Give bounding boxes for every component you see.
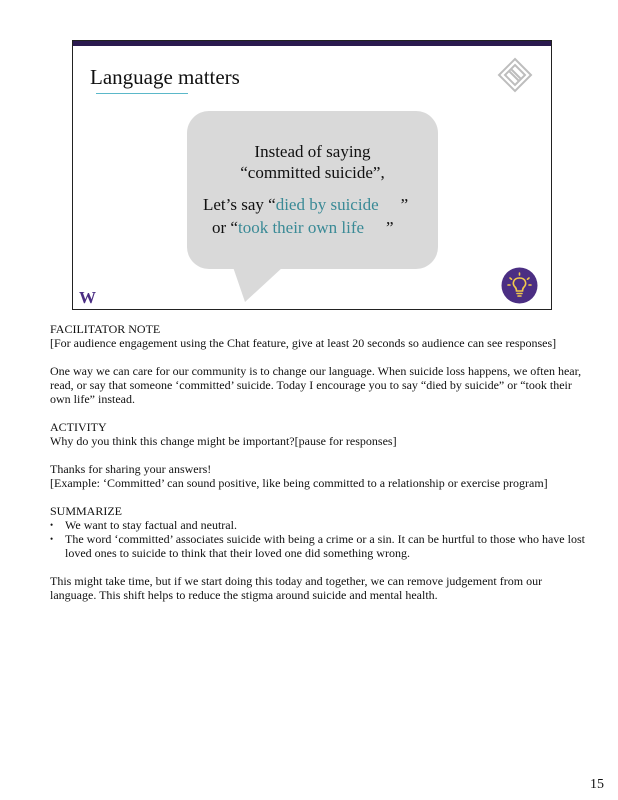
page-number: 15 <box>590 777 604 792</box>
slide-top-bar <box>73 41 551 46</box>
close-quote: ” <box>386 218 394 237</box>
speech-bubble <box>187 111 438 269</box>
bubble-line-2: “committed suicide”, <box>240 163 385 182</box>
summary-bullet: • We want to stay factual and neutral. <box>50 518 590 532</box>
activity-text: Why do you think this change might be important?[pause for responses] <box>50 434 397 448</box>
lets-say-line <box>203 195 408 215</box>
facilitator-text: [For audience engagement using the Chat feature, give at least 20 seconds so audience can see responses] <box>50 336 557 350</box>
diamond-logo-icon <box>497 57 533 93</box>
or-line <box>212 218 394 238</box>
slide-title: Language matters <box>90 65 240 89</box>
activity-heading: ACTIVITY <box>50 420 107 434</box>
close-quote: ” <box>400 195 409 214</box>
bubble-line-1: Instead of saying <box>254 142 371 161</box>
summarize-heading: SUMMARIZE <box>50 504 123 518</box>
summary-list <box>50 518 590 560</box>
thanks-text: Thanks for sharing your answers! <box>50 462 212 476</box>
paragraph-1: One way we can care for our community is to change our language. When suicide loss happens, we often hear, read, or say that someone ‘committed’ suicide. Today I encourage you to say “died by suicide” or “took their own life” instead. <box>50 364 582 406</box>
closing-paragraph: This might take time, but if we start doing this today and together, we can remove judgement from our language. This shift helps to reduce the stigma around suicide and mental health. <box>50 574 543 602</box>
facilitator-heading: FACILITATOR NOTE <box>50 322 161 336</box>
title-underline <box>96 93 188 94</box>
phrase-took-their-own-life: took their own life <box>237 218 365 237</box>
or-prefix: or “ <box>212 218 238 237</box>
summary-bullet: • The word ‘committed’ associates suicide with being a crime or a sin. It can be hurtful to those who have lost loved ones to suicide to think that their loved one did something wrong. <box>50 532 590 560</box>
facilitator-notes <box>50 322 590 602</box>
speech-bubble-tail <box>228 267 288 302</box>
example-text: [Example: ‘Committed’ can sound positive, like being committed to a relationship or exercise program] <box>50 476 548 490</box>
lightbulb-icon <box>501 267 538 304</box>
w-logo: W <box>79 288 96 307</box>
phrase-died-by-suicide: died by suicide <box>275 195 379 214</box>
slide <box>72 40 552 310</box>
lets-say-prefix: Let’s say “ <box>203 195 276 214</box>
